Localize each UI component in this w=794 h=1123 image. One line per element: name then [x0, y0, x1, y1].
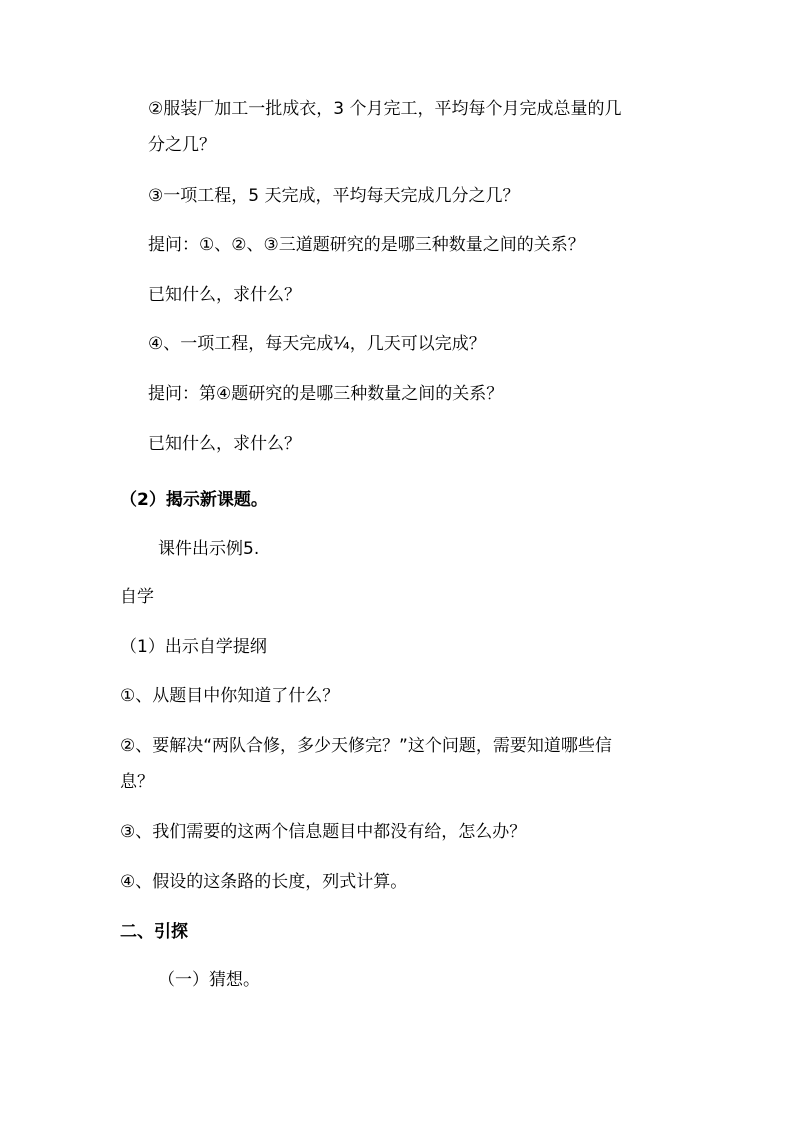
outline-item-4: ④、假设的这条路的长度，列式计算。	[120, 872, 408, 892]
outline-item-1: ①、从题目中你知道了什么？	[120, 686, 340, 706]
question-4: ④、一项工程，每天完成¼，几天可以完成？	[148, 334, 486, 354]
question-3: ③一项工程，5 天完成，平均每天完成几分之几？	[148, 186, 520, 206]
outline-item-2-line-2: 息？	[120, 772, 154, 792]
section-two-heading: 二、引探	[120, 922, 188, 942]
self-study-label: 自学	[120, 587, 154, 607]
guess-subheading: （一）猜想。	[158, 970, 260, 990]
outline-item-2-line-1: ②、要解决“两队合修，多少天修完？”这个问题，需要知道哪些信	[120, 736, 612, 756]
section-reveal-heading: （2）揭示新课题。	[120, 490, 268, 510]
question-prompt-2: 提问：第④题研究的是哪三种数量之间的关系？	[148, 384, 504, 404]
question-2-line-2: 分之几？	[148, 135, 216, 155]
question-2-line-1: ②服装厂加工一批成衣，3 个月完工，平均每个月完成总量的几	[148, 99, 622, 119]
question-prompt-1: 提问：①、②、③三道题研究的是哪三种数量之间的关系？	[148, 235, 585, 255]
known-unknown-2: 已知什么，求什么？	[148, 434, 301, 454]
outline-item-3: ③、我们需要的这两个信息题目中都没有给，怎么办？	[120, 822, 527, 842]
known-unknown-1: 已知什么，求什么？	[148, 285, 301, 305]
self-study-outline-heading: （1）出示自学提纲	[120, 637, 267, 657]
courseware-example: 课件出示例5.	[158, 539, 260, 559]
